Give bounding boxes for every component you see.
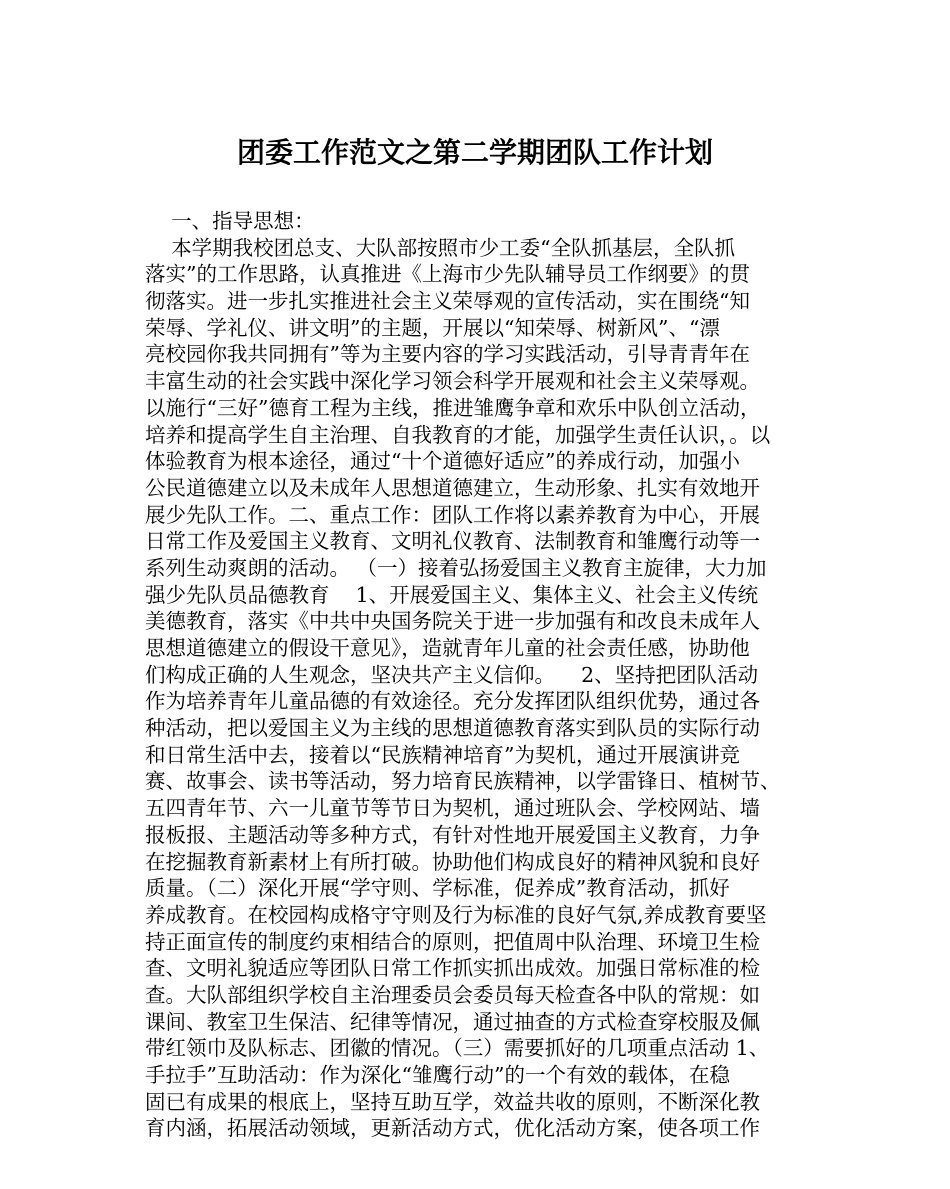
body-text-line: 五四青年节、六一儿童节等节日为契机，通过班队会、学校网站、墙 xyxy=(145,796,760,821)
body-text-line: 作为培养青年儿童品德的有效途径。充分发挥团队组织优势，通过各 xyxy=(145,689,760,714)
body-text-line: 持正面宣传的制度约束相结合的原则，把值周中队治理、环境卫生检 xyxy=(145,929,760,954)
body-text-line: 系列生动爽朗的活动。 （一）接着弘扬爱国主义教育主旋律，大力加 xyxy=(145,555,767,580)
body-text-line: 带红领巾及队标志、团徽的情况。（三）需要抓好的几项重点活动 1、 xyxy=(145,1036,770,1061)
body-text-line: 美德教育，落实《中共中央国务院关于进一步加强有和改良未成年人 xyxy=(145,609,760,634)
body-text-line: 日常工作及爱国主义教育、文明礼仪教育、法制教育和雏鹰行动等一 xyxy=(145,529,760,554)
body-text-line: 思想道德建立的假设干意见》，造就青年儿童的社会责任感，协助他 xyxy=(145,636,750,660)
body-text-line: 彻落实。进一步扎实推进社会主义荣辱观的宣传活动，实在围绕“知 xyxy=(145,289,750,314)
body-text-line: 查、文明礼貌适应等团队日常工作抓实抓出成效。加强日常标准的检 xyxy=(145,956,760,981)
body-text-line: 质量。（二）深化开展“学守则、学标准，促养成”教育活动，抓好 xyxy=(145,876,730,901)
document-body xyxy=(145,208,825,1142)
body-text-line: 以施行“三好”德育工程为主线，推进雏鹰争章和欢乐中队创立活动， xyxy=(145,395,761,420)
body-text-line: 强少先队员品德教育 1、开展爱国主义、集体主义、社会主义传统 xyxy=(145,582,759,607)
body-text-line: 查。大队部组织学校自主治理委员会委员每天检查各中队的常规：如 xyxy=(145,982,760,1007)
body-text-line: 养成教育。在校园构成格守守则及行为标准的良好气氛,养成教育要坚 xyxy=(145,902,767,927)
body-text-line: 体验教育为根本途径，通过“十个道德好适应”的养成行动，加强小 xyxy=(145,449,740,474)
body-text-line: 手拉手”互助活动：作为深化“雏鹰行动”的一个有效的载体，在稳 xyxy=(145,1063,730,1087)
body-text-line: 一、指导思想： xyxy=(145,209,315,233)
body-text-line: 本学期我校团总支、大队部按照市少工委“全队抓基层，全队抓 xyxy=(145,235,736,260)
body-text-line: 们构成正确的人生观念，坚决共产主义信仰。 2、坚持把团队活动 xyxy=(145,662,759,687)
document-title: 团委工作范文之第二学期团队工作计划 xyxy=(236,136,713,169)
body-text-line: 亮校园你我共同拥有”等为主要内容的学习实践活动，引导青青年在 xyxy=(145,342,750,367)
body-text-line: 丰富生动的社会实践中深化学习领会科学开展观和社会主义荣辱观。 xyxy=(145,369,760,394)
body-text-line: 在挖掘教育新素材上有所打破。协助他们构成良好的精神风貌和良好 xyxy=(145,849,760,874)
body-text-line: 报板报、主题活动等多种方式，有针对性地开展爱国主义教育，力争 xyxy=(145,822,760,847)
body-text-line: 育内涵，拓展活动领域，更新活动方式，优化活动方案，使各项工作 xyxy=(145,1116,760,1141)
body-text-line: 展少先队工作。二、重点工作：团队工作将以素养教育为中心，开展 xyxy=(145,502,760,527)
body-text-line: 固已有成果的根底上，坚持互助互学，效益共收的原则，不断深化教 xyxy=(145,1089,760,1114)
body-text-line: 种活动，把以爱国主义为主线的思想道德教育落实到队员的实际行动 xyxy=(145,716,760,741)
body-text-line: 落实”的工作思路，认真推进《上海市少先队辅导员工作纲要》的贯 xyxy=(145,262,750,287)
body-text-line: 公民道德建立以及未成年人思想道德建立，生动形象、扎实有效地开 xyxy=(145,475,760,500)
body-text-line: 培养和提高学生自主治理、自我教育的才能，加强学生责任认识，。以 xyxy=(145,422,771,447)
body-text-line: 赛、故事会、读书等活动，努力培育民族精神，以学雷锋日、植树节、 xyxy=(145,769,781,794)
body-text-line: 荣辱、学礼仪、讲文明”的主题，开展以“知荣辱、树新风”、“漂 xyxy=(145,315,720,340)
body-text-line: 和日常生活中去，接着以“民族精神培育”为契机，通过开展演讲竞 xyxy=(145,742,740,767)
body-text-line: 课间、教室卫生保洁、纪律等情况，通过抽查的方式检查穿校服及佩 xyxy=(145,1009,760,1034)
